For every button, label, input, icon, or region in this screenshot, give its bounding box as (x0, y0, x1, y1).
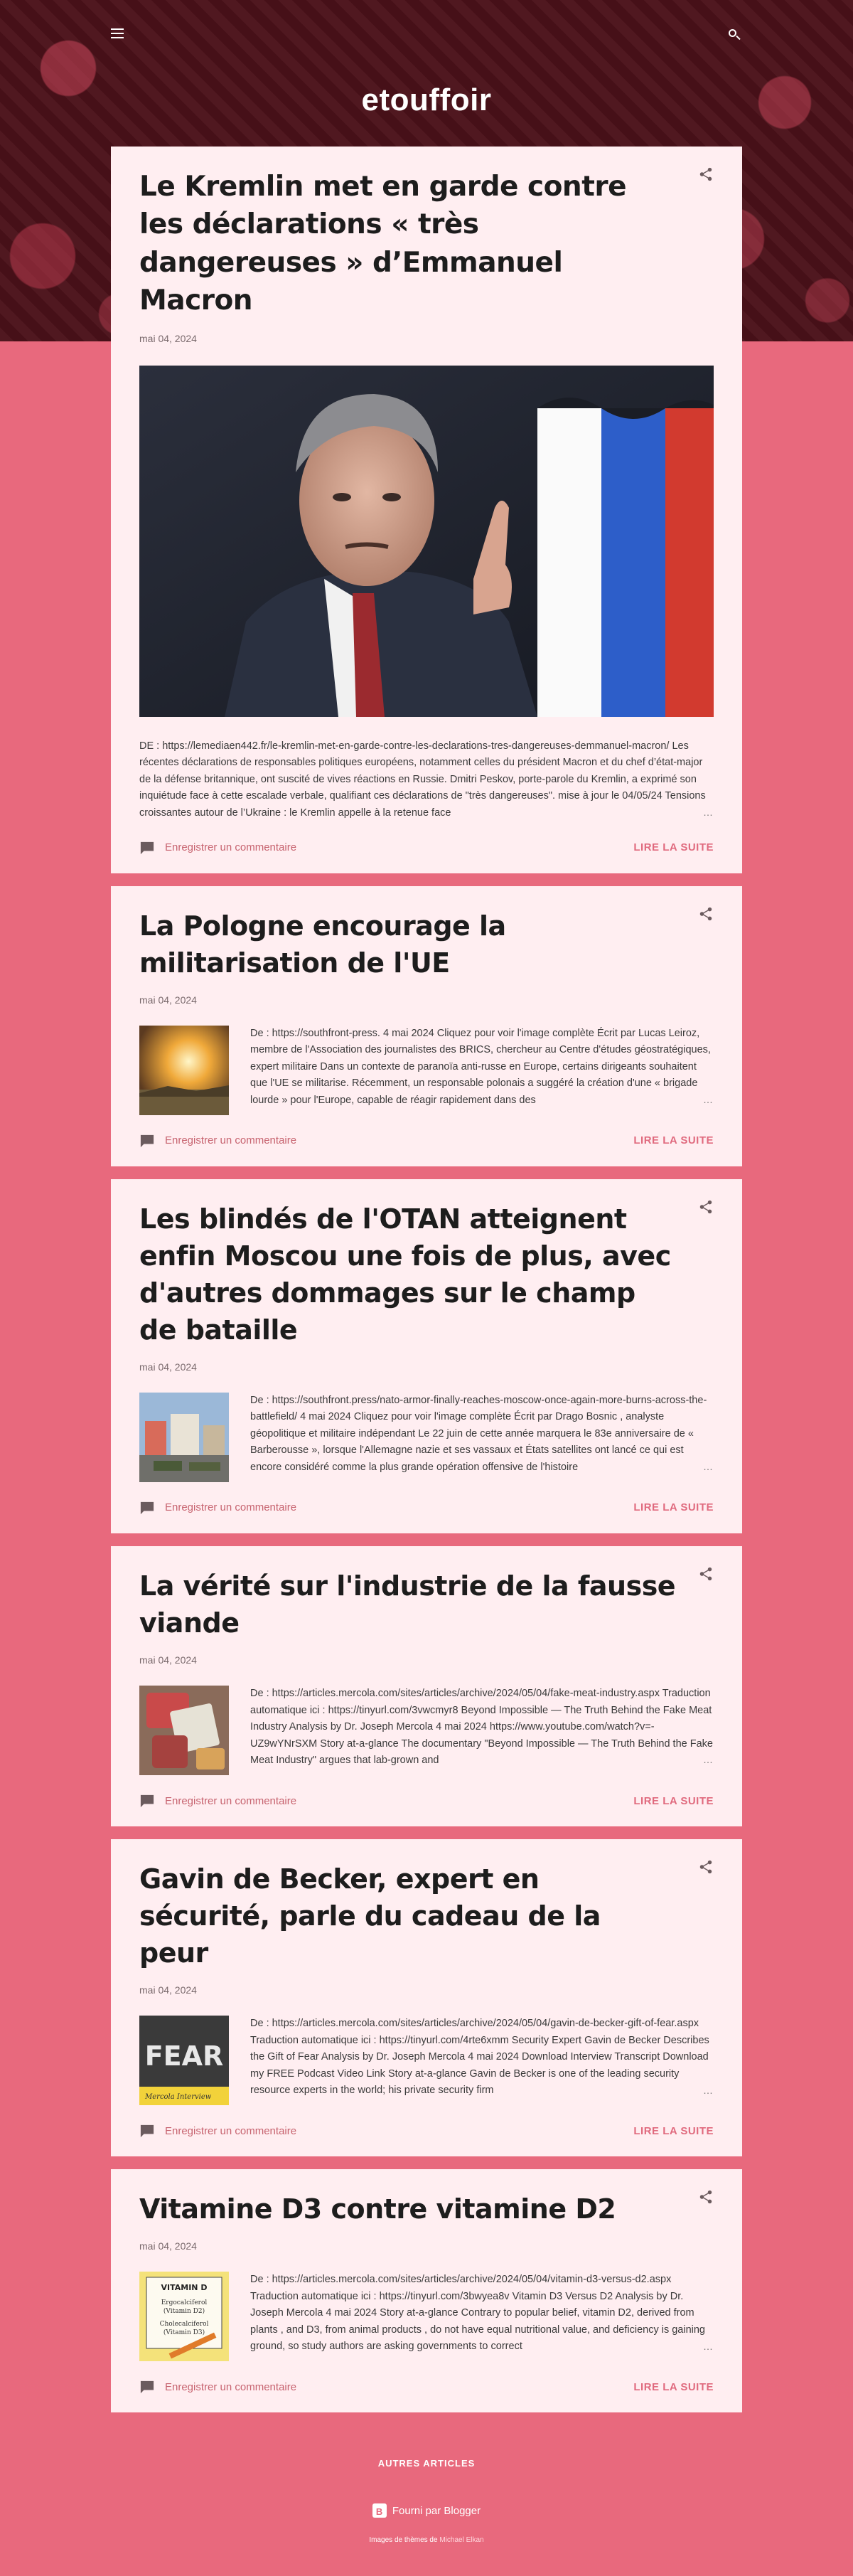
thumbnail-vitamin-line: (Vitamin D3) (163, 2329, 205, 2337)
post-snippet-text: De : https://articles.mercola.com/sites/articles/archive/2024/05/04/fake-meat-industry.aspx Traduction automatique ici : https://tinyurl.com/3vwcmyr8 Beyond Impossible — The Truth Behind the Fake Meat Industry Analysis by Dr. Joseph Mercola 4 mai 2024 https://www.youtube.com/watch?v=-UZ9wYNrSXM Story at-a-glance The documentary "Beyond Impossible — The Truth Behind the Fake Meat Industry" argues that lab-grown and (250, 1688, 713, 1766)
post-thumbnail[interactable] (139, 2272, 229, 2361)
credit-link[interactable]: Michael Elkan (439, 2536, 484, 2544)
comment-label: Enregistrer un commentaire (165, 2380, 297, 2393)
comment-label: Enregistrer un commentaire (165, 1134, 297, 1147)
read-more-link[interactable]: LIRE LA SUITE (633, 2124, 714, 2137)
post-card (111, 2169, 742, 2412)
thumbnail-fear-text: FEAR (144, 2040, 224, 2072)
thumbnail-vitamin-line: Ergocalciferol (161, 2299, 208, 2307)
share-icon[interactable] (698, 1566, 714, 1582)
blogger-icon: B (372, 2503, 387, 2518)
post-snippet (250, 2016, 714, 2099)
post-footer (139, 1134, 714, 1148)
more-ellipsis[interactable]: … (689, 2082, 714, 2099)
theme-credit (0, 2536, 853, 2544)
post-thumbnail[interactable] (139, 1686, 229, 1775)
post-date[interactable]: mai 04, 2024 (139, 994, 197, 1006)
comment-label: Enregistrer un commentaire (165, 1794, 297, 1807)
post-title[interactable]: Vitamine D3 contre vitamine D2 (139, 2193, 616, 2225)
comment-icon (139, 1794, 155, 1808)
comment-icon (139, 2124, 155, 2138)
post-card (111, 1179, 742, 1533)
more-posts-link[interactable]: AUTRES ARTICLES (377, 2458, 476, 2469)
read-more-link[interactable]: LIRE LA SUITE (633, 2380, 714, 2393)
post-snippet-text: De : https://southfront-press. 4 mai 2024 Cliquez pour voir l'image complète Écrit par Lucas Leiroz, membre de l'Association des journalistes des BRICS, chercheur au Centre d'études géostratégiques, expert militaire Dans un contexte de paranoïa anti-russe en Europe, certains dirigeants souhaitent que l'UE se militarise. Récemment, un responsable polonais a suggéré la création d'une « brigade lourde » pour l'Europe, capable de réagir rapidement dans des (250, 1027, 711, 1106)
post-card (111, 1839, 742, 2156)
post-thumbnail[interactable] (139, 2016, 229, 2105)
post-snippet (250, 2272, 714, 2356)
post-footer (139, 2124, 714, 2138)
post-footer (139, 1501, 714, 1515)
post-footer (139, 841, 714, 855)
more-ellipsis[interactable]: … (689, 804, 714, 821)
more-ellipsis[interactable]: … (689, 1459, 714, 1475)
share-icon[interactable] (698, 2189, 714, 2205)
comment-label: Enregistrer un commentaire (165, 1501, 297, 1514)
comment-link[interactable] (139, 2380, 296, 2394)
post-card (111, 886, 742, 1166)
post-title[interactable]: La Pologne encourage la militarisation de l'UE (139, 910, 506, 979)
post-snippet-text: De : https://southfront.press/nato-armor-finally-reaches-moscow-once-again-more-burns-across-the-battlefield/ 4 mai 2024 Cliquez pour voir l'image complète Écrit par Drago Bosnic , analyste géopolitique et militaire indépendant Le 22 juin de cette année marquera le 83e anniversaire de « Barberousse », lorsque l'Allemagne nazie et ses vassaux et États satellites ont lancé ce qui est encore considéré comme la plus grande opération offensive de l'histoire (250, 1394, 707, 1473)
hamburger-menu-icon[interactable] (108, 26, 127, 44)
powered-by-label: Fourni par Blogger (392, 2504, 481, 2517)
post-date[interactable]: mai 04, 2024 (139, 332, 197, 344)
share-icon[interactable] (698, 906, 714, 922)
comment-link[interactable] (139, 841, 296, 855)
read-more-link[interactable]: LIRE LA SUITE (633, 1794, 714, 1807)
comment-label: Enregistrer un commentaire (165, 2124, 297, 2137)
post-date[interactable]: mai 04, 2024 (139, 1654, 197, 1666)
comment-link[interactable] (139, 1794, 296, 1808)
post-date[interactable]: mai 04, 2024 (139, 1984, 197, 1996)
post-card (111, 1546, 742, 1826)
post-snippet-text: De : https://articles.mercola.com/sites/articles/archive/2024/05/04/vitamin-d3-versus-d2.aspx Traduction automatique ici : https://tinyurl.com/3bwyea8v Vitamin D3 Versus D2 Analysis by Dr. Joseph Mercola 4 mai 2024 Story at-a-glance Contrary to popular belief, vitamin D2, derived from plants , and D3, from animal products , do not have equal nutritional value, and deficiency is gaining ground, so study authors are asking governments to correct (250, 2274, 705, 2353)
comment-label: Enregistrer un commentaire (165, 841, 297, 854)
post-card (111, 147, 742, 873)
post-title[interactable]: Les blindés de l'OTAN atteignent enfin Moscou une fois de plus, avec d'autres dommages sur le champ de bataille (139, 1203, 671, 1346)
post-snippet (250, 1026, 714, 1109)
read-more-link[interactable]: LIRE LA SUITE (633, 1134, 714, 1147)
post-date[interactable]: mai 04, 2024 (139, 2240, 197, 2252)
more-ellipsis[interactable]: … (689, 1092, 714, 1108)
post-title[interactable]: Gavin de Becker, expert en sécurité, parle du cadeau de la peur (139, 1863, 601, 1969)
post-title[interactable]: Le Kremlin met en garde contre les déclarations « très dangereuses » d’Emmanuel Macron (139, 171, 627, 317)
more-ellipsis[interactable]: … (689, 2338, 714, 2355)
post-hero-image[interactable] (139, 366, 714, 717)
share-icon[interactable] (698, 166, 714, 182)
thumbnail-vitamin-line: Cholecalciferol (159, 2321, 209, 2328)
post-list (111, 147, 742, 2425)
post-thumbnail[interactable] (139, 1393, 229, 1482)
comment-link[interactable] (139, 1501, 296, 1515)
comment-icon (139, 1134, 155, 1148)
post-footer (139, 1794, 714, 1808)
thumbnail-vitamin-line: (Vitamin D2) (163, 2308, 205, 2316)
thumbnail-caption: Mercola Interview (145, 2093, 212, 2102)
comment-icon (139, 841, 155, 855)
powered-by-blogger[interactable] (0, 2503, 853, 2518)
comment-icon (139, 2380, 155, 2394)
top-bar (0, 21, 853, 50)
more-ellipsis[interactable]: … (689, 1752, 714, 1768)
share-icon[interactable] (698, 1859, 714, 1875)
share-icon[interactable] (698, 1199, 714, 1215)
comment-icon (139, 1501, 155, 1515)
credit-prefix: Images de thèmes de (369, 2536, 440, 2544)
post-snippet (139, 738, 714, 822)
post-title[interactable]: La vérité sur l'industrie de la fausse viande (139, 1570, 676, 1639)
post-thumbnail[interactable] (139, 1026, 229, 1115)
thumbnail-vitamin-heading: VITAMIN D (161, 2283, 208, 2293)
comment-link[interactable] (139, 2124, 296, 2138)
read-more-link[interactable]: LIRE LA SUITE (633, 841, 714, 854)
post-snippet (250, 1393, 714, 1476)
blog-title[interactable]: etouffoir (361, 83, 492, 117)
post-snippet-text: DE : https://lemediaen442.fr/le-kremlin-met-en-garde-contre-les-declarations-tres-dangereuses-demmanuel-macron/ Les récentes déclarations de responsables politiques européens, notamment celles du président Macron et du chef d’état-major de la défense britannique, ont suscité de vives réactions en Russie. Dmitri Peskov, porte-parole du Kremlin, a exprimé son inquiétude face à cette escalade verbale, qualifiant ces déclarations de "très dangereuses". mise à jour le 04/05/24 Tensions croissantes autour de l’Ukraine : le Kremlin appelle à la retenue face (139, 740, 706, 819)
post-footer (139, 2380, 714, 2394)
post-snippet-text: De : https://articles.mercola.com/sites/articles/archive/2024/05/04/gavin-de-becker-gift-of-fear.aspx Traduction automatique ici : https://tinyurl.com/4rte6xmm Security Expert Gavin de Becker Describes the Gift of Fear Analysis by Dr. Joseph Mercola 4 mai 2024 Download Interview Transcript Download my FREE Podcast Video Link Story at-a-glance Gavin de Becker is one of the leading security resource experts in the world; his private security firm (250, 2018, 709, 2097)
post-snippet (250, 1686, 714, 1769)
comment-link[interactable] (139, 1134, 296, 1148)
read-more-link[interactable]: LIRE LA SUITE (633, 1501, 714, 1514)
search-icon[interactable] (725, 26, 744, 44)
post-date[interactable]: mai 04, 2024 (139, 1361, 197, 1373)
